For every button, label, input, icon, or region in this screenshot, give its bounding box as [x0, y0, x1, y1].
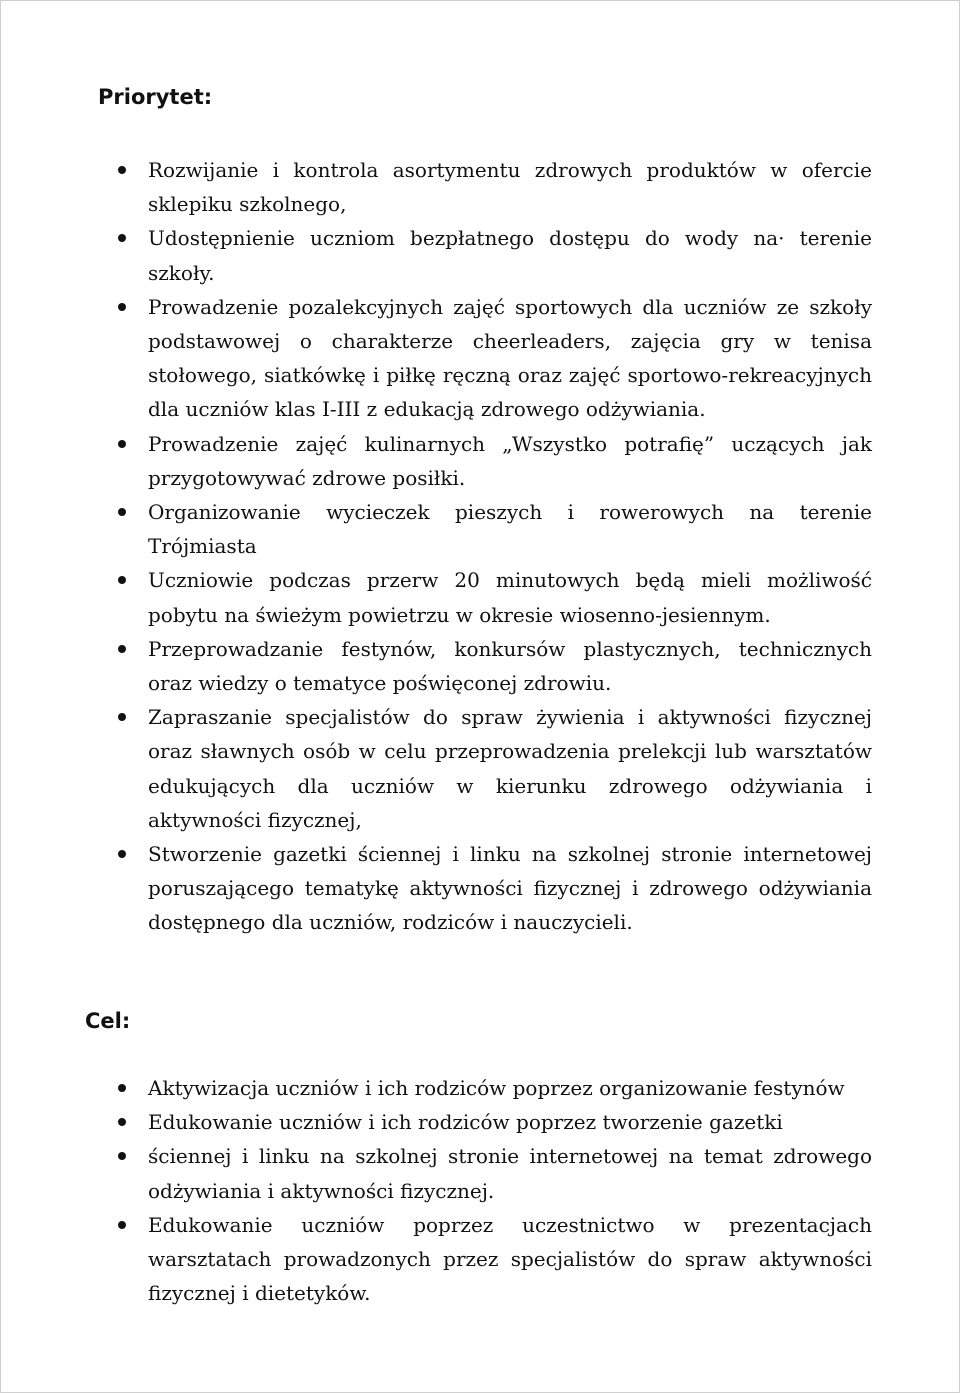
priorytet-item: [148, 290, 872, 427]
bullet-icon: [118, 166, 126, 174]
cel-item-text: ściennej i linku na szkolnej stronie internetowej na temat zdrowego odżywiania i aktywności fizycznej.: [148, 1144, 872, 1203]
cel-item-text: Aktywizacja uczniów i ich rodziców poprzez organizowanie festynów: [148, 1076, 845, 1100]
priorytet-item: [148, 700, 872, 837]
priorytet-item: [148, 632, 872, 700]
priorytet-item-text: Udostępnienie uczniom bezpłatnego dostępu do wody na· terenie szkoły.: [148, 226, 872, 285]
priorytet-item: [148, 563, 872, 631]
cel-heading: Cel:: [85, 1009, 131, 1033]
cel-item-text: Edukowanie uczniów i ich rodziców poprzez tworzenie gazetki: [148, 1110, 783, 1135]
bullet-icon: [118, 1118, 126, 1126]
priorytet-item: [148, 153, 872, 221]
bullet-icon: [118, 440, 126, 448]
bullet-icon: [118, 576, 126, 584]
bullet-icon: [118, 645, 126, 653]
bullet-icon: [118, 1221, 126, 1229]
priorytet-item-text: Prowadzenie zajęć kulinarnych „Wszystko potrafię” uczących jak przygotowywać zdrowe posiłki.: [148, 431, 872, 490]
bullet-icon: [118, 508, 126, 516]
bullet-icon: [118, 234, 126, 242]
priorytet-item-text: Rozwijanie i kontrola asortymentu zdrowych produktów w ofercie sklepiku szkolnego,: [148, 158, 872, 217]
cel-list: [148, 1071, 872, 1310]
bullet-icon: [118, 713, 126, 721]
priorytet-item-text: Prowadzenie pozalekcyjnych zajęć sportowych dla uczniów ze szkoły podstawowej o charakterze cheerleaders, zajęcia gry w tenisa stołowego, siatkówkę i piłkę ręczną oraz zajęć sportowo-rekreacyjnych dla uczniów klas I-III z edukacją zdrowego odżywiania.: [148, 294, 872, 422]
bullet-icon: [118, 1084, 126, 1092]
bullet-icon: [118, 1152, 126, 1160]
priorytet-list: [148, 153, 872, 940]
cel-item: [148, 1105, 872, 1139]
priorytet-item: [148, 427, 872, 495]
cel-item: [148, 1208, 872, 1311]
priorytet-item-text: Stworzenie gazetki ściennej i linku na szkolnej stronie internetowej poruszającego tematykę aktywności fizycznej i zdrowego odżywiania dostępnego dla uczniów, rodziców i nauczycieli.: [148, 842, 872, 935]
priorytet-item-text: Przeprowadzanie festynów, konkursów plastycznych, technicznych oraz wiedzy o tematyce poświęconej zdrowiu.: [148, 636, 872, 696]
priorytet-item-text: Organizowanie wycieczek pieszych i rowerowych na terenie Trójmiasta: [148, 500, 872, 559]
priorytet-item-text: Zapraszanie specjalistów do spraw żywienia i aktywności fizycznej oraz sławnych osób w celu przeprowadzenia prelekcji lub warsztatów edukujących dla uczniów w kierunku zdrowego odżywiania i aktywności fizycznej,: [148, 705, 872, 832]
priorytet-item: [148, 221, 872, 289]
priorytet-item: [148, 495, 872, 563]
cel-item: [148, 1071, 872, 1105]
cel-item: [148, 1139, 872, 1207]
cel-item-text: Edukowanie uczniów poprzez uczestnictwo w prezentacjach warsztatach prowadzonych przez specjalistów do spraw aktywności fizycznej i dietetyków.: [148, 1212, 872, 1306]
priorytet-heading: Priorytet:: [98, 85, 213, 109]
bullet-icon: [118, 850, 126, 858]
priorytet-item-text: Uczniowie podczas przerw 20 minutowych będą mieli możliwość pobytu na świeżym powietrzu w okresie wiosenno-jesiennym.: [148, 568, 872, 627]
bullet-icon: [118, 303, 126, 311]
priorytet-item: [148, 837, 872, 940]
